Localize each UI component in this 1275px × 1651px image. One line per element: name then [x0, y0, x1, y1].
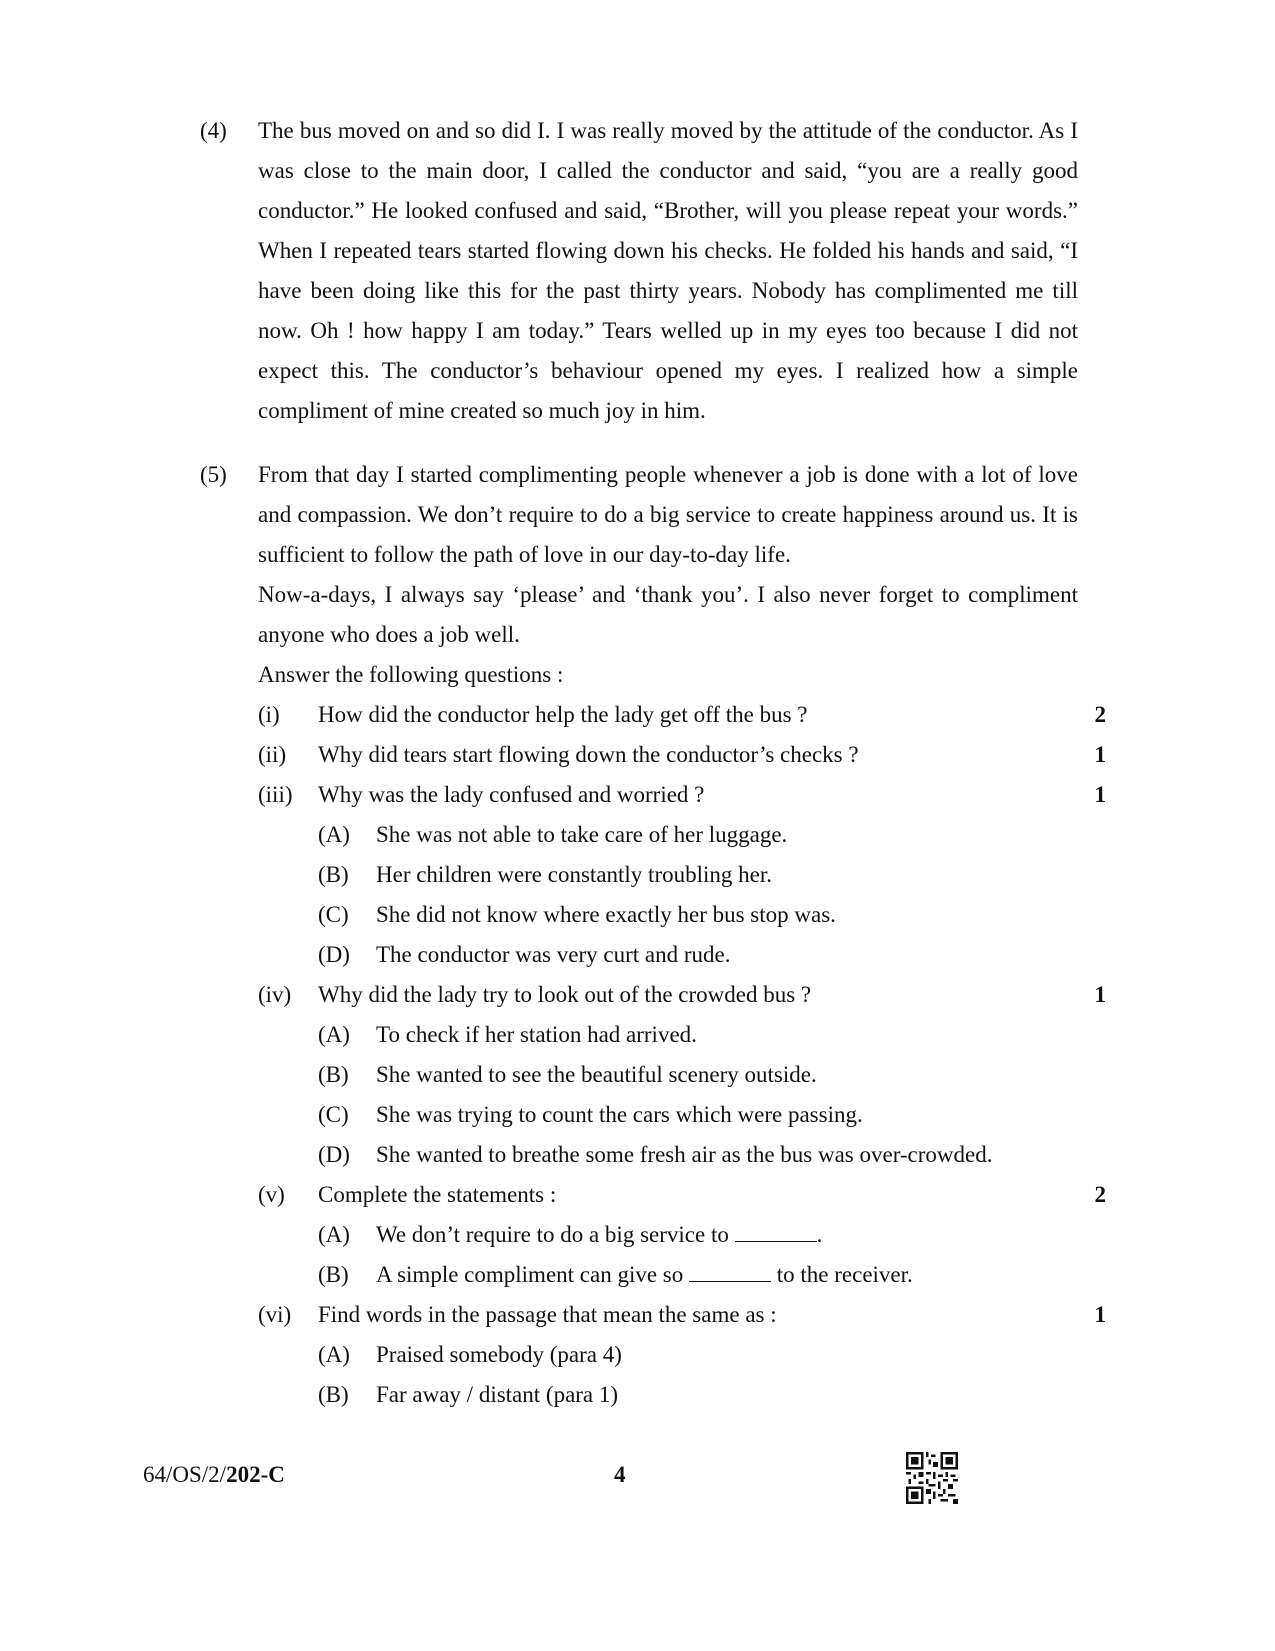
option-item — [258, 815, 1106, 855]
paragraph-number: (4) — [200, 118, 227, 143]
question-number: (i) — [258, 702, 280, 727]
option-text: She was trying to count the cars which were passing. — [376, 1102, 863, 1127]
option-item — [258, 1215, 1106, 1255]
option-text: Far away / distant (para 1) — [376, 1382, 619, 1407]
option-letter: (A) — [318, 1342, 350, 1367]
paper-code-set: 202-C — [226, 1462, 285, 1487]
option-letter: (A) — [318, 1222, 350, 1247]
question-marks: 1 — [1094, 1302, 1106, 1327]
blank-line — [689, 1261, 771, 1282]
fill-in-statement — [376, 1255, 913, 1295]
question-text: How did the conductor help the lady get off the bus ? — [318, 702, 808, 727]
blank-line — [735, 1221, 817, 1242]
statement-end: to the receiver. — [771, 1262, 913, 1287]
question-marks: 2 — [1094, 1182, 1106, 1207]
page-number: 4 — [614, 1462, 626, 1487]
option-text: To check if her station had arrived. — [376, 1022, 697, 1047]
question-list — [258, 695, 1106, 1415]
option-text: She did not know where exactly her bus stop was. — [376, 902, 836, 927]
question-text: Why was the lady confused and worried ? — [318, 782, 705, 807]
question-number: (ii) — [258, 742, 287, 767]
statement-start: A simple compliment can give so — [376, 1262, 690, 1287]
question-text: Find words in the passage that mean the same as : — [318, 1302, 777, 1327]
question-ii — [258, 735, 1106, 775]
option-item — [258, 935, 1106, 975]
question-text: Why did the lady try to look out of the crowded bus ? — [318, 982, 812, 1007]
paragraph-5 — [200, 455, 1078, 695]
question-v — [258, 1175, 1106, 1215]
question-vi — [258, 1295, 1106, 1335]
paragraph-4 — [200, 111, 1078, 431]
question-marks: 1 — [1094, 982, 1106, 1007]
statement-start: We don’t require to do a big service to — [376, 1222, 735, 1247]
question-iv — [258, 975, 1106, 1015]
option-letter: (C) — [318, 902, 349, 927]
option-item — [258, 895, 1106, 935]
option-letter: (C) — [318, 1102, 349, 1127]
question-iii — [258, 775, 1106, 815]
option-item — [258, 1055, 1106, 1095]
question-i — [258, 695, 1106, 735]
option-text: She wanted to breathe some fresh air as the bus was over-crowded. — [376, 1142, 993, 1167]
option-item — [258, 1135, 1106, 1175]
question-number: (v) — [258, 1182, 285, 1207]
question-number: (iii) — [258, 782, 293, 807]
option-text: She wanted to see the beautiful scenery outside. — [376, 1062, 817, 1087]
option-item — [258, 1095, 1106, 1135]
option-item — [258, 1335, 1106, 1375]
paragraph-text: Now-a-days, I always say ‘please’ and ‘thank you’. I also never forget to compliment anyone who does a job well. — [258, 582, 1078, 647]
question-marks: 1 — [1094, 782, 1106, 807]
option-item — [258, 1255, 1106, 1295]
option-letter: (B) — [318, 1262, 349, 1287]
option-text: She was not able to take care of her luggage. — [376, 822, 788, 847]
option-item — [258, 1375, 1106, 1415]
option-item — [258, 855, 1106, 895]
option-letter: (D) — [318, 1142, 350, 1167]
option-text: Her children were constantly troubling her. — [376, 862, 772, 887]
question-number: (iv) — [258, 982, 292, 1007]
option-letter: (B) — [318, 1062, 349, 1087]
option-text: The conductor was very curt and rude. — [376, 942, 731, 967]
question-marks: 1 — [1094, 742, 1106, 767]
option-letter: (B) — [318, 862, 349, 887]
qr-code-icon — [906, 1452, 958, 1504]
paper-code — [143, 1462, 285, 1488]
statement-end: . — [816, 1222, 823, 1247]
paper-code-prefix: 64/OS/2/ — [143, 1462, 227, 1487]
option-letter: (D) — [318, 942, 350, 967]
questions-instruction: Answer the following questions : — [258, 662, 564, 687]
option-item — [258, 1015, 1106, 1055]
paragraph-number: (5) — [200, 462, 227, 487]
question-text: Why did tears start flowing down the conductor’s checks ? — [318, 742, 859, 767]
question-marks: 2 — [1094, 702, 1106, 727]
option-letter: (A) — [318, 822, 350, 847]
question-text: Complete the statements : — [318, 1182, 557, 1207]
fill-in-statement — [376, 1215, 822, 1255]
question-number: (vi) — [258, 1302, 292, 1327]
option-letter: (A) — [318, 1022, 350, 1047]
option-text: Praised somebody (para 4) — [376, 1342, 622, 1367]
paragraph-text: From that day I started complimenting people whenever a job is done with a lot of love and compassion. We don’t require to do a big service to create happiness around us. It is sufficient to follow the path of love in our day-to-day life. — [258, 462, 1078, 567]
paragraph-text: The bus moved on and so did I. I was really moved by the attitude of the conductor. As I was close to the main door, I called the conductor and said, “you are a really good conductor.” He looked confused and said, “Brother, will you please repeat your words.” When I repeated tears started flowing down his checks. He folded his hands and said, “I have been doing like this for the past thirty years. Nobody has complimented me till now. Oh ! how happy I am today.” Tears welled up in my eyes too because I did not expect this. The conductor’s behaviour opened my eyes. I realized how a simple compliment of mine created so much joy in him. — [258, 118, 1078, 423]
option-letter: (B) — [318, 1382, 349, 1407]
